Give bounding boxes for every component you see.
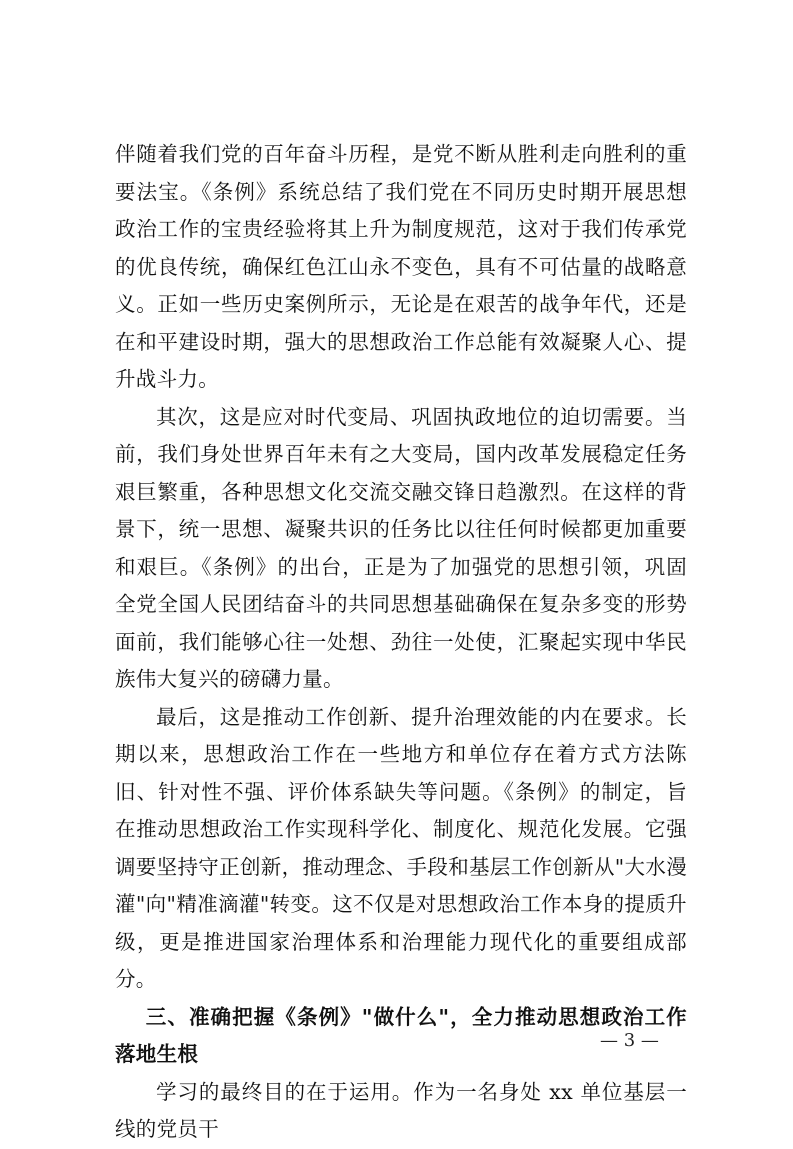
section-heading: 三、准确把握《条例》"做什么"，全力推动思想政治工作落地生根: [115, 1004, 687, 1066]
paragraph-continuation: 伴随着我们党的百年奋斗历程，是党不断从胜利走向胜利的重要法宝。《条例》系统总结了我们党在不同历史时期开展思想政治工作的宝贵经验将其上升为制度规范，这对于我们传承党的优良传统，确保红色江山永不变色，具有不可估量的战略意义。正如一些历史案例所示，无论是在艰苦的战争年代，还是在和平建设时期，强大的思想政治工作总能有效凝聚人心、提升战斗力。: [115, 142, 687, 391]
paragraph-secondly: 其次，这是应对时代变局、巩固执政地位的迫切需要。当前，我们身处世界百年未有之大变局，国内改革发展稳定任务艰巨繁重，各种思想文化交流交融交锋日趋激烈。在这样的背景下，统一思想、凝聚共识的任务比以往任何时候都更加重要和艰巨。《条例》的出台，正是为了加强党的思想引领，巩固全党全国人民团结奋斗的共同思想基础确保在复杂多变的形势面前，我们能够心往一处想、劲往一处使，汇聚起实现中华民族伟大复兴的磅礴力量。: [115, 404, 687, 691]
document-body: [115, 136, 687, 1149]
paragraph-study-application: 学习的最终目的在于运用。作为一名身处 xx 单位基层一线的党员干: [115, 1079, 687, 1141]
paragraph-finally: 最后，这是推动工作创新、提升治理效能的内在要求。长期以来，思想政治工作在一些地方和单位存在着方式方法陈旧、针对性不强、评价体系缺失等问题。《条例》的制定，旨在推动思想政治工作实现科学化、制度化、规范化发展。它强调要坚持守正创新，推动理念、手段和基层工作创新从"大水漫灌"向"精准滴灌"转变。这不仅是对思想政治工作本身的提质升级，更是推进国家治理体系和治理能力现代化的重要组成部分。: [115, 704, 687, 991]
page-number: — 3 —: [600, 1030, 659, 1051]
